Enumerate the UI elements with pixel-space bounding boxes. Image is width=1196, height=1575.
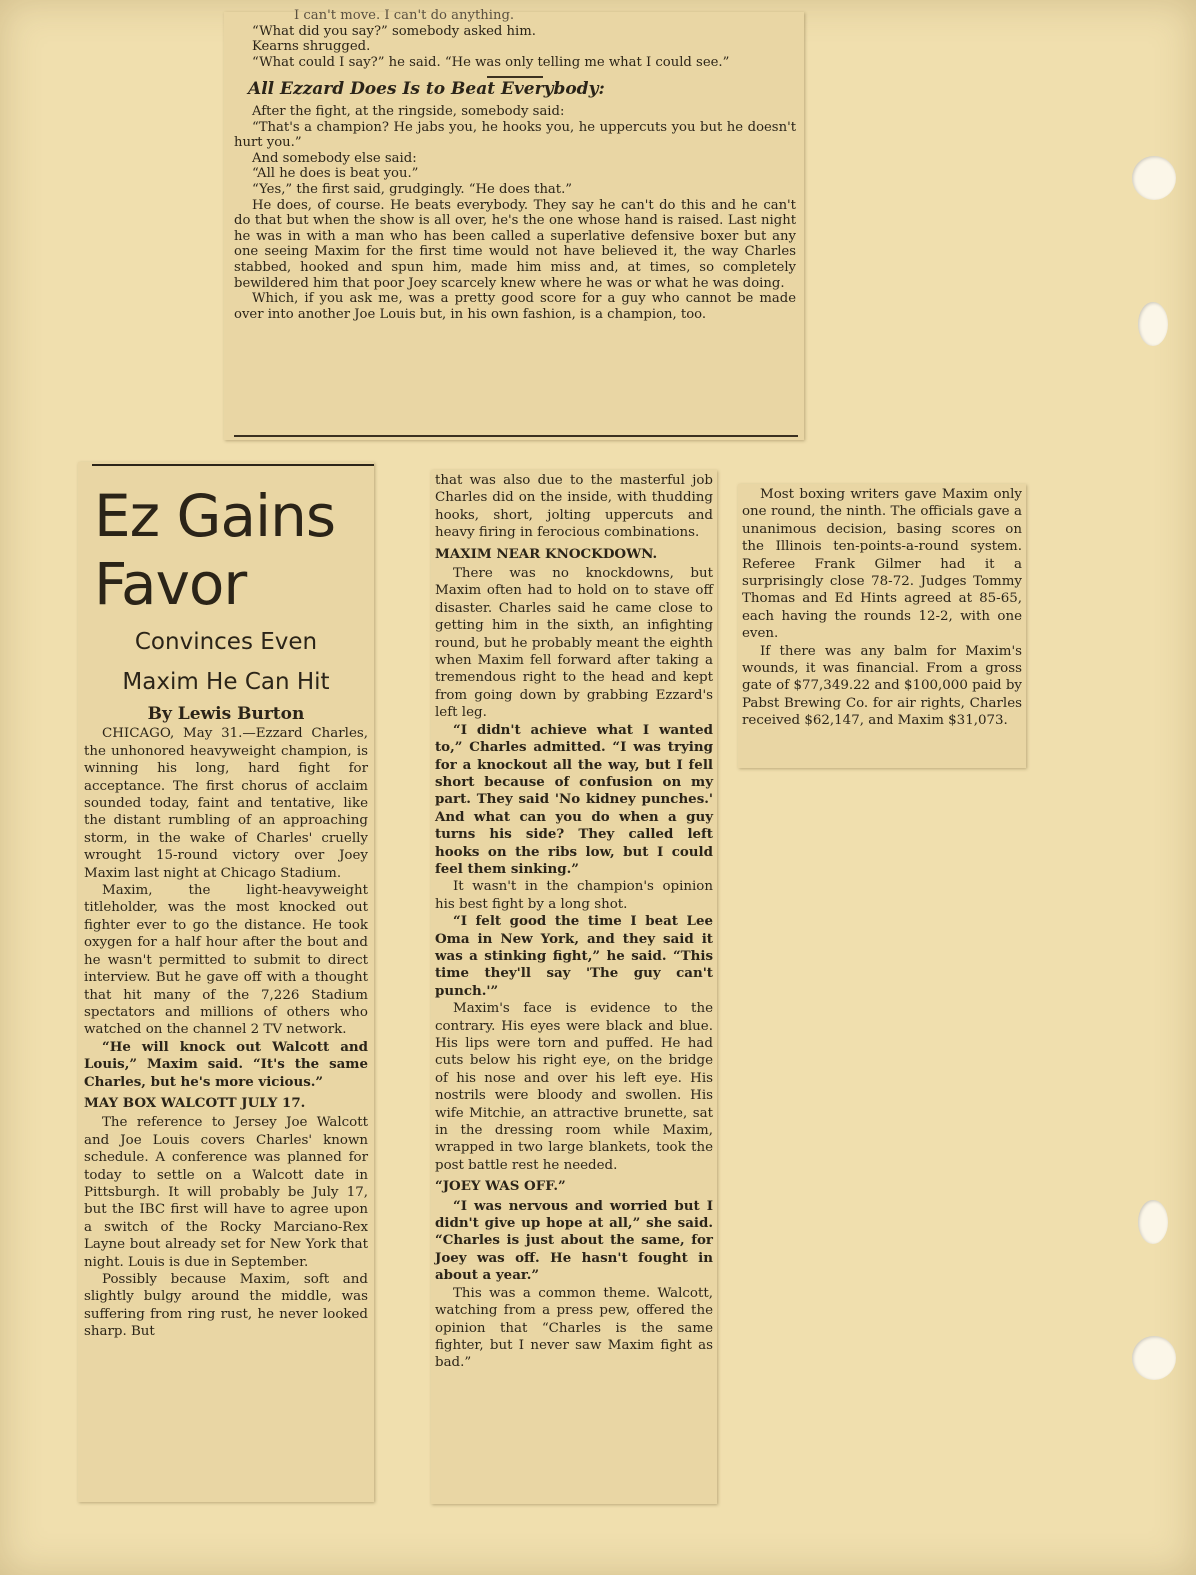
paragraph: And somebody else said: xyxy=(252,150,417,166)
subheadline-line: Convinces Even xyxy=(134,629,318,655)
paragraph: Kearns shrugged. xyxy=(252,39,371,55)
paragraph: Which, if you ask me, was a pretty good score for a guy who cannot be made over into another Joe Louis but, in his own fashion, is a champion, too. xyxy=(234,291,796,322)
headline-line: Ez Gains xyxy=(94,482,336,550)
binder-hole-bottom xyxy=(1132,1336,1176,1380)
binder-hole-upper xyxy=(1138,302,1168,346)
end-rule xyxy=(234,435,798,437)
cut-off-line: I can't move. I can't do anything. xyxy=(294,8,515,23)
subheadline xyxy=(84,622,368,702)
article-column-left xyxy=(78,462,374,1502)
paragraph: He does, of course. He beats everybody. They say he can't do this and he can't do that but when the show is all over, he's the one whose hand is raised. Last night he was in with a man who has been called a superlative defensive boxer but any one seeing Maxim for the first time would not have believed it, the way Charles stabbed, hooked and spun him, made him miss and, at times, so completely bewildered him that poor Joey scarcely knew where he was or what he was doing. xyxy=(234,197,796,291)
headline-line: Favor xyxy=(94,550,247,618)
paragraph: CHICAGO, May 31.—Ezzard Charles, the unhonored heavyweight champion, is winning his long, hard fight for acceptance. The first chorus of acclaim sounded today, faint and tentative, like the distant rumbling of an approaching storm, in the wake of Charles' cruelly wrought 15-round victory over Joey Maxim last night at Chicago Stadium. xyxy=(84,726,368,881)
paragraph: It wasn't in the champion's opinion his best fight by a long shot. xyxy=(435,879,713,912)
byline: By Lewis Burton xyxy=(147,704,305,724)
section-divider xyxy=(487,76,543,78)
paragraph: Maxim, the light-heavyweight titleholder, was the most knocked out fighter ever to go the distance. He took oxygen for a half hour after the bout and he wasn't permitted to submit to direct interview. But he gave off with a thought that hit many of the 7,226 Stadium spectators and millions of others who watched on the channel 2 TV network. xyxy=(84,883,368,1038)
headline xyxy=(94,482,368,618)
section-heading: All Ezzard Does Is to Beat Everybody: xyxy=(248,79,605,100)
quote-paragraph: “He will knock out Walcott and Louis,” Maxim said. “It's the same Charles, but he's more vicious.” xyxy=(84,1038,368,1090)
quote-paragraph: “I didn't achieve what I wanted to,” Charles admitted. “I was trying for a knockout all the way, but I fell short because of confusion on my part. They said 'No kidney punches.' And what can you do when a guy turns his side? They called left hooks on the ribs low, but I could feel them sinking.” xyxy=(435,721,713,877)
paragraph: This was a common theme. Walcott, watching from a press pew, offered the opinion that “Charles is the same fighter, but I never saw Maxim fight as bad.” xyxy=(435,1285,713,1371)
binder-hole-lower xyxy=(1138,1200,1168,1244)
paragraph: After the fight, at the ringside, somebody said: xyxy=(252,103,565,119)
quote-paragraph: “I felt good the time I beat Lee Oma in New York, and they said it was a stinking fight,” he said. “This time they'll say 'The guy can't punch.'” xyxy=(435,913,713,999)
quote-paragraph: “I was nervous and worried but I didn't give up hope at all,” she said. “Charles is just about the same, for Joey was off. He hasn't fought in about a year.” xyxy=(435,1197,713,1284)
paragraph: The reference to Jersey Joe Walcott and Joe Louis covers Charles' known schedule. A conference was planned for today to settle on a Walcott date in Pittsburgh. It will probably be July 17, but the IBC first will have to agree upon a switch of the Rocky Marciano-Rex Layne bout already set for New York that night. Louis is due in September. xyxy=(84,1115,368,1270)
headline-rule xyxy=(92,464,374,466)
paragraph: “Yes,” the first said, grudgingly. “He does that.” xyxy=(252,181,573,197)
paragraph: If there was any balm for Maxim's wounds, it was financial. From a gross gate of $77,349.22 and $100,000 paid by Pabst Brewing Co. for air rights, Charles received $62,147, and Maxim $31,073. xyxy=(742,643,1022,729)
subhead: “JOEY WAS OFF.” xyxy=(435,1178,566,1195)
paragraph: “What could I say?” he said. “He was only telling me what I could see.” xyxy=(252,54,730,70)
paragraph: “All he does is beat you.” xyxy=(252,166,419,182)
top-clipping xyxy=(224,8,804,440)
article-column-middle xyxy=(431,470,717,1504)
paragraph: Most boxing writers gave Maxim only one round, the ninth. The officials gave a unanimous decision, basing scores on the Illinois ten-points-a-round system. Referee Frank Gilmer had it a surprisingly close 78-72. Judges Tommy Thomas and Ed Hints agreed at 85-65, each having the rounds 12-2, with one even. xyxy=(742,487,1022,642)
subhead: MAXIM NEAR KNOCKDOWN. xyxy=(435,545,658,562)
paragraph: “That's a champion? He jabs you, he hooks you, he uppercuts you but he doesn't hurt you.” xyxy=(234,119,796,151)
paragraph: that was also due to the masterful job Charles did on the inside, with thudding hooks, short, jolting uppercuts and heavy firing in ferocious combinations. xyxy=(435,473,713,541)
paragraph: Possibly because Maxim, soft and slightly bulgy around the middle, was suffering from ring rust, he never looked sharp. But xyxy=(84,1272,368,1340)
subheadline-line: Maxim He Can Hit xyxy=(122,669,330,695)
paragraph: There was no knockdowns, but Maxim often had to hold on to stave off disaster. Charles said he came close to getting him in the sixth, an infighting round, but he probably meant the eighth when Maxim fell forward after taking a tremendous right to the head and kept from going down by grabbing Ezzard's left leg. xyxy=(435,566,713,721)
binder-hole-top xyxy=(1132,156,1176,200)
paragraph: “What did you say?” somebody asked him. xyxy=(252,23,536,39)
subhead: MAY BOX WALCOTT JULY 17. xyxy=(84,1094,306,1111)
article-column-right xyxy=(738,484,1026,768)
paragraph: Maxim's face is evidence to the contrary. His eyes were black and blue. His lips were torn and puffed. He had cuts below his right eye, on the bridge of his nose and over his left eye. His nostrils were bloody and swollen. His wife Mitchie, an attractive brunette, sat in the dressing room while Maxim, wrapped in two large blankets, took the post battle rest he needed. xyxy=(435,1001,713,1173)
